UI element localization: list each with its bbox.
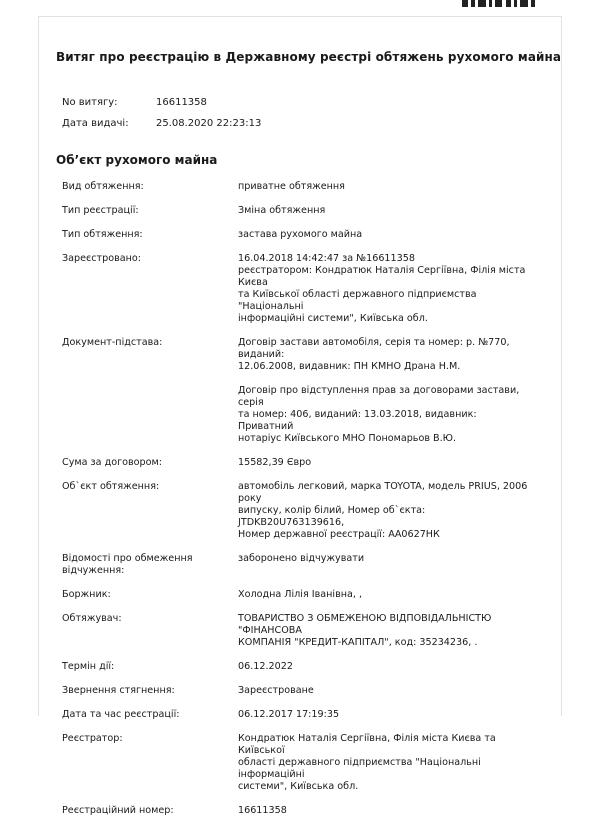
row-value: автомобіль легковий, марка TOYOTA, модель PRIUS, 2006 року випуску, колір білий, Номер об`єкта: JTDKB20U763139616, Номер державної реєстрації: АА0627НК: [238, 481, 528, 540]
foreclosure-row: [62, 685, 562, 697]
alienation-restriction-row: [62, 553, 562, 577]
qr-code: [462, 0, 542, 8]
document-title: Витяг про реєстрацію в Державному реєстрі обтяжень рухомого майна: [56, 50, 562, 64]
issue-date-value: 25.08.2020 22:23:13: [156, 118, 262, 129]
registration-datetime-row: [62, 709, 562, 721]
row-value: ТОВАРИСТВО З ОБМЕЖЕНОЮ ВІДПОВІДАЛЬНІСТЮ "ФІНАНСОВА КОМПАНІЯ "КРЕДИТ-КАПІТАЛ", код: 35234236, .: [238, 613, 492, 648]
row-value: 15582,39 Євро: [238, 457, 312, 468]
row-value: Зміна обтяження: [238, 205, 326, 216]
encumbrance-object-row: [62, 481, 562, 541]
encumbrance-kind-row: [62, 181, 562, 193]
row-value: 16611358: [238, 805, 287, 816]
encumbrancer-row: [62, 613, 562, 649]
row-value: заборонено відчужувати: [238, 553, 365, 564]
row-label: Тип обтяження:: [62, 229, 143, 240]
term-row: [62, 661, 562, 673]
row-value: застава рухомого майна: [238, 229, 363, 240]
row-value: Договір застави автомобіля, серія та номер: р. №770, виданий: 12.06.2008, видавник: ПН КМНО Драна Н.М. Договір про відступлення прав за договорами застави, серія та номер: 406, виданий: 13.03.2018, видавник: Приватний нотаріус Київського МНО Пономарьов В.Ю.: [238, 337, 520, 444]
row-label: Зареєстровано:: [62, 253, 142, 264]
row-value: Зареєстроване: [238, 685, 314, 696]
row-label: Об`єкт обтяження:: [62, 481, 160, 492]
extract-number-row: [62, 97, 261, 118]
row-label: Термін дії:: [62, 661, 115, 672]
section-title: Об’єкт рухомого майна: [56, 153, 218, 167]
issue-date-label: Дата видачі:: [62, 118, 129, 129]
row-label: Реєстратор:: [62, 733, 123, 744]
registrar-row: [62, 733, 562, 793]
row-label: Дата та час реєстрації:: [62, 709, 180, 720]
row-label: Боржник:: [62, 589, 111, 600]
row-value: 06.12.2017 17:19:35: [238, 709, 340, 720]
details-table: [62, 181, 562, 817]
row-value: 16.04.2018 14:42:47 за №16611358 реєстратором: Кондратюк Наталія Сергіївна, Філія міста Києва та Київської області державного підприємства "Національні інформаційні системи", Київська обл.: [238, 253, 526, 324]
registration-type-row: [62, 205, 562, 217]
row-label: Відомості про обмеження відчуження:: [62, 553, 193, 576]
registered-row: [62, 253, 562, 325]
row-label: Документ-підстава:: [62, 337, 163, 348]
row-value: Холодна Лілія Іванівна, ,: [238, 589, 363, 600]
registration-number-row: [62, 805, 562, 817]
debtor-row: [62, 589, 562, 601]
extract-meta: [62, 97, 261, 139]
row-label: Звернення стягнення:: [62, 685, 175, 696]
encumbrance-type-row: [62, 229, 562, 241]
row-value: Кондратюк Наталія Сергіївна, Філія міста Києва та Київської області державного підприємства "Національні інформаційні системи", Київська обл.: [238, 733, 496, 792]
issue-date-row: [62, 118, 261, 139]
row-value: 06.12.2022: [238, 661, 293, 672]
basis-document-row: [62, 337, 562, 445]
row-label: Сума за договором:: [62, 457, 162, 468]
contract-amount-row: [62, 457, 562, 469]
row-label: Обтяжувач:: [62, 613, 122, 624]
extract-number-value: 16611358: [156, 97, 207, 108]
row-label: Реєстраційний номер:: [62, 805, 174, 816]
extract-number-label: No витягу:: [62, 97, 118, 108]
row-value: приватне обтяження: [238, 181, 345, 192]
row-label: Тип реєстрації:: [62, 205, 139, 216]
row-label: Вид обтяження:: [62, 181, 144, 192]
